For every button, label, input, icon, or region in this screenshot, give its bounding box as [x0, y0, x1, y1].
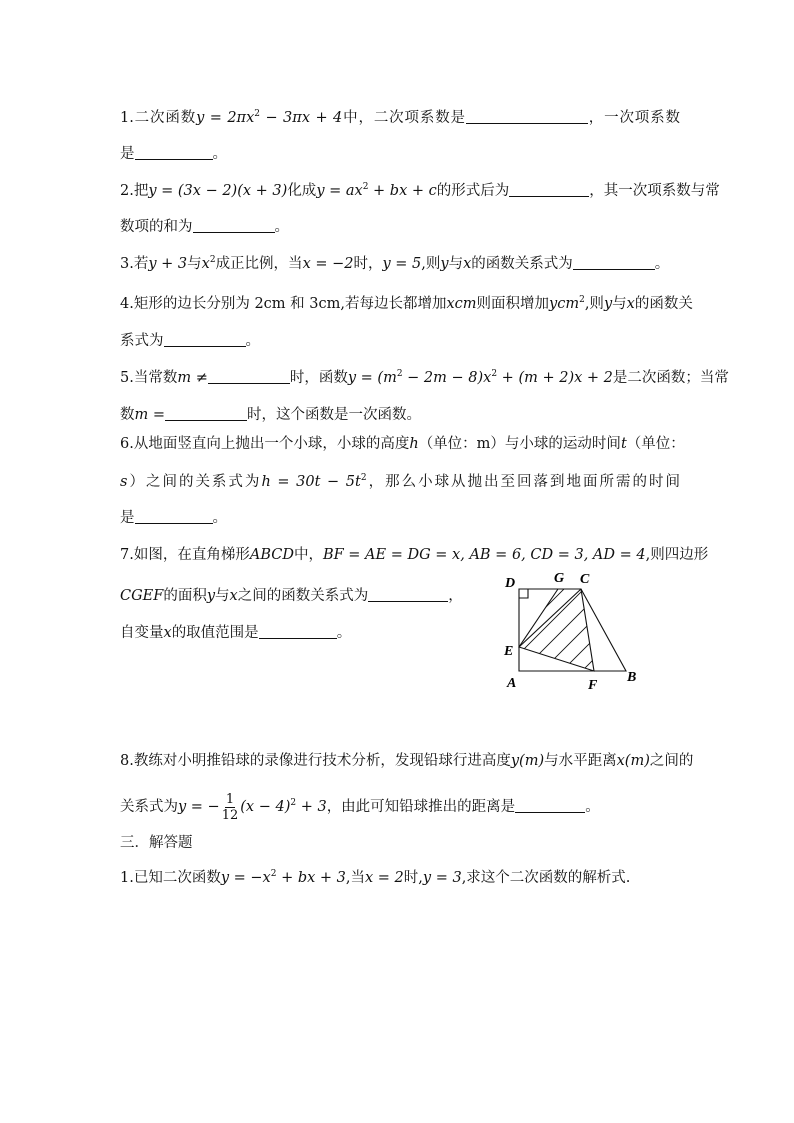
q6-line3: [120, 508, 680, 528]
q3-text-g: 的函数关系式为: [471, 256, 573, 272]
q8-text-a: 8.教练对小明推铅球的录像进行技术分析，发现铅球行进高度: [120, 753, 511, 769]
q7-text-g: ，: [448, 588, 463, 604]
q2-text-c: 的形式后为: [436, 183, 510, 199]
q2-formula1: y = (3x − 2)(x + 3): [148, 183, 288, 199]
p1-text-b: ,当: [345, 870, 365, 886]
q6-var-t: t: [620, 436, 627, 452]
q6-unit-s: s: [120, 474, 128, 490]
q8-expr-xm: x(m): [616, 753, 650, 769]
label-c: C: [580, 572, 590, 587]
q6-formula: $h = 30t - 5t^2$: [261, 473, 367, 490]
q1-blank-quadratic-coef[interactable]: [466, 109, 588, 124]
q3-var-y: y: [440, 256, 449, 272]
q6-text-c: （单位：: [626, 436, 685, 452]
q7-text-j: 。: [336, 625, 352, 641]
q2-text-f: 。: [274, 219, 289, 235]
q4-blank-relation[interactable]: [164, 332, 246, 347]
q4-line1: [120, 294, 693, 314]
q4-line2: [120, 331, 680, 351]
q3-text-f: 与: [448, 256, 464, 272]
q8-text-b: 与水平距离: [544, 753, 617, 769]
q7-var-y: y: [206, 588, 216, 604]
q7-line1: [120, 545, 709, 565]
q6-text-f: 是: [120, 510, 135, 526]
q1-text-d: 是: [120, 146, 135, 162]
q4-text-b: 则面积增加: [476, 296, 550, 312]
q7-text-d: 的面积: [163, 588, 207, 604]
section-title: 三．解答题: [120, 835, 193, 851]
q3-var-x: x: [463, 256, 472, 272]
q2-text-a: 2.把: [120, 183, 149, 199]
q1-line2: [120, 144, 680, 164]
q3-expr-x2: $x^2$: [201, 255, 216, 272]
q5-formula: $y = (m^2 - 2m - 8)x^2 + (m + 2)x + 2$: [347, 369, 613, 386]
p1-text-a: 1.已知二次函数: [120, 870, 221, 886]
q7-text-f: 之间的函数关系式为: [237, 588, 369, 604]
q4-text-c: ,则: [584, 296, 604, 312]
q3-expr-xval: x = −2: [302, 256, 354, 272]
q8-fraction: $\frac{1}{12}$: [221, 791, 239, 823]
q1-blank-linear-coef[interactable]: [135, 145, 213, 160]
q6-line2: [120, 472, 680, 492]
q8-expr-ym: y(m): [510, 753, 545, 769]
q7-expr-cgef: CGEF: [120, 588, 164, 604]
right-angle-mark: [519, 589, 528, 598]
q5-blank-m-eq[interactable]: [165, 406, 247, 421]
q3-expr-y3: y + 3: [148, 256, 188, 272]
q8-text-d: 关系式为: [120, 799, 178, 815]
hatch-lines: [498, 565, 646, 695]
q8-formula: y = − $\frac{1}{12}$ $(x - 4)^2 + 3$: [178, 791, 327, 823]
q6-blank-time[interactable]: [135, 509, 213, 524]
q1-text-c: ，一次项系数: [587, 110, 680, 126]
q5-expr-meq: m =: [134, 407, 166, 423]
q7-blank-range[interactable]: [259, 624, 337, 639]
p1-text-d: ,求这个二次函数的解析式.: [461, 870, 631, 886]
q7-text-e: 与: [215, 588, 230, 604]
q5-line2: [120, 405, 680, 425]
trapezoid-abcd: [519, 589, 626, 671]
q3-text-h: 。: [654, 256, 670, 272]
q4-var-y: y: [603, 296, 613, 312]
q5-text-c: 是二次函数；当常: [612, 370, 729, 386]
q7-expr-abcd: ABCD: [249, 547, 294, 563]
q6-var-h: h: [409, 436, 419, 452]
q7-text-i: 的取值范围是: [171, 625, 259, 641]
q2-line1: [120, 181, 720, 201]
q2-formula2: $y = ax^2$ + bx + c: [316, 182, 437, 199]
q2-blank-sum[interactable]: [193, 218, 275, 233]
q5-text-a: 5.当常数: [120, 370, 178, 386]
q3-text-e: ,则: [421, 256, 441, 272]
q1-text-a: 1.二次函数: [120, 110, 197, 126]
q8-text-f: 。: [585, 799, 600, 815]
q7-conditions: BF = AE = DG = x, AB = 6, CD = 3, AD = 4: [322, 547, 646, 563]
q4-text-f: 系式为: [120, 333, 164, 349]
q3-text-c: 成正比例，当: [215, 256, 303, 272]
q7-text-c: ,则四边形: [645, 547, 709, 563]
q8-blank-distance[interactable]: [515, 798, 585, 813]
q7-line3: [120, 623, 470, 643]
q8-line2: [120, 789, 680, 825]
label-f: F: [588, 678, 598, 693]
q1-formula: $y = 2\pi x^2 - 3\pi x + 4$: [196, 109, 343, 126]
q7-blank-relation[interactable]: [368, 587, 448, 602]
label-a: A: [507, 676, 517, 691]
q7-text-h: 自变量: [120, 625, 164, 641]
q8-text-e: ，由此可知铅球推出的距离是: [326, 799, 516, 815]
q4-text-e: 的函数关: [634, 296, 693, 312]
q6-text-b: （单位：m）与小球的运动时间: [418, 436, 621, 452]
q4-expr-xcm: xcm: [446, 296, 477, 312]
q6-text-e: ，那么小球从抛出至回落到地面所需的时间: [366, 474, 681, 490]
q8-text-c: 之间的: [649, 753, 694, 769]
q4-var-x: x: [626, 296, 635, 312]
q7-var-x2: x: [163, 625, 172, 641]
p1-text-c: 时,: [403, 870, 423, 886]
q2-text-d: ，其一次项系数与常: [589, 183, 720, 199]
q6-text-a: 6.从地面竖直向上抛出一个小球，小球的高度: [120, 436, 410, 452]
q5-text-e: 时，这个函数是一次函数。: [247, 407, 422, 423]
q3-text-b: 与: [187, 256, 202, 272]
q1-line1: [120, 108, 680, 128]
q7-line2: [120, 586, 470, 606]
q7-var-x: x: [229, 588, 238, 604]
p1-expr-x2: x = 2: [365, 870, 404, 886]
q1-text-e: 。: [212, 146, 227, 162]
q2-line2: [120, 217, 680, 237]
q4-expr-ycm2: ycm$^2$: [549, 295, 585, 312]
q2-text-e: 数项的和为: [120, 219, 193, 235]
q7-text-a: 7.如图，在直角梯形: [120, 547, 250, 563]
q3-text-d: 时，: [353, 256, 383, 272]
label-b: B: [627, 670, 637, 685]
q6-text-g: 。: [212, 510, 227, 526]
q4-text-d: 与: [612, 296, 627, 312]
p1-expr-y3: y = 3: [422, 870, 462, 886]
label-e: E: [504, 644, 514, 659]
trapezoid-figure: [498, 565, 646, 695]
q4-text-a: 4.矩形的边长分别为 2cm 和 3cm,若每边长都增加: [120, 296, 447, 312]
label-g: G: [554, 571, 565, 586]
q2-text-b: 化成: [287, 183, 317, 199]
q5-line1: [120, 368, 729, 388]
q6-line1: [120, 434, 685, 454]
q5-blank-m-not[interactable]: [208, 369, 290, 384]
q1-text-b: 中，二次项系数是: [342, 110, 466, 126]
q3-text-a: 3.若: [120, 256, 149, 272]
q3-expr-yval: y = 5: [382, 256, 422, 272]
q3-line1: [120, 254, 680, 274]
label-d: D: [505, 576, 516, 591]
q5-text-d: 数: [120, 407, 135, 423]
q2-blank-form[interactable]: [509, 182, 589, 197]
p1-formula: $y = -x^2$ + bx + 3: [220, 869, 346, 886]
q3-blank-relation[interactable]: [573, 255, 655, 270]
q5-text-b: 时，函数: [289, 370, 348, 386]
q6-text-d: ）之间的关系式为: [127, 474, 262, 490]
q7-text-b: 中，: [293, 547, 323, 563]
q5-expr-mneq: m ≠: [177, 370, 208, 386]
p1-line1: [120, 868, 680, 888]
q8-line1: [120, 751, 694, 771]
q4-text-g: 。: [245, 333, 260, 349]
